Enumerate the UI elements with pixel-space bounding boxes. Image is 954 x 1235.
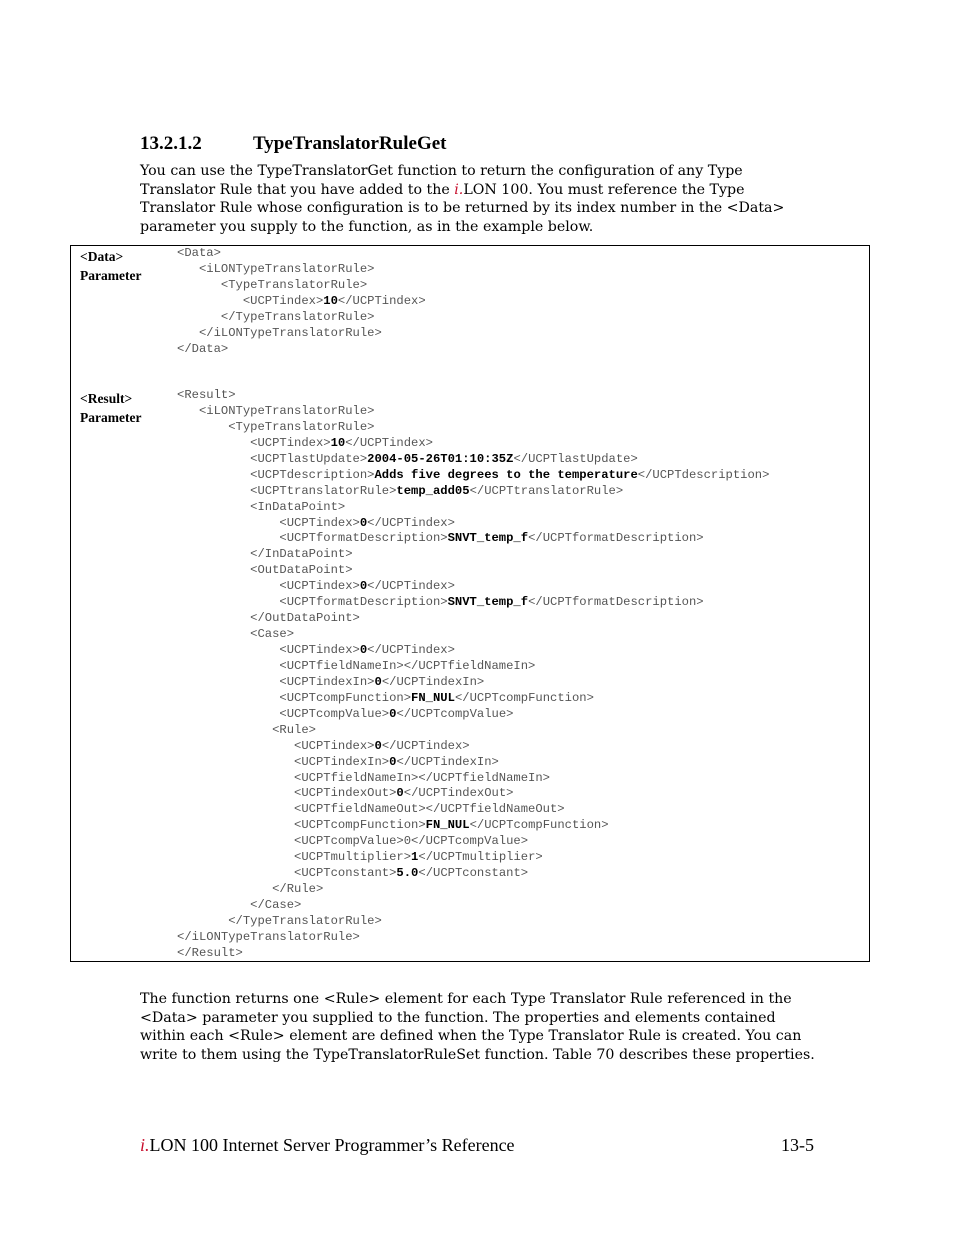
result-code-line <box>177 930 360 944</box>
result-code-line <box>177 611 360 625</box>
result-code-line <box>177 946 243 960</box>
xml-closing-tag: </UCPTdescription> <box>637 467 770 482</box>
xml-closing-tag: </UCPTindex> <box>367 579 455 594</box>
xml-tag: </OutDataPoint> <box>177 611 360 626</box>
outro-line: write to them using the TypeTranslatorRuleSet function. Table 70 describes these properties. <box>140 1046 815 1063</box>
xml-tag: <Rule> <box>177 722 316 737</box>
result-code-line <box>177 579 455 593</box>
xml-tag: <OutDataPoint> <box>177 563 353 578</box>
section-title: TypeTranslatorRuleGet <box>253 133 447 154</box>
xml-tag: <Result> <box>177 388 236 402</box>
outro-paragraph <box>140 990 815 1064</box>
result-code-line <box>177 739 470 753</box>
data-code-line <box>177 278 367 292</box>
result-code-line <box>177 452 638 466</box>
xml-tag: </TypeTranslatorRule> <box>177 309 375 324</box>
footer-brand-i: i. <box>140 1135 150 1155</box>
result-code-line <box>177 388 236 402</box>
result-code-line <box>177 563 353 577</box>
footer-title <box>140 1135 515 1156</box>
result-code-line <box>177 786 513 800</box>
result-code-line <box>177 516 455 530</box>
xml-tag: </Result> <box>177 945 243 960</box>
intro-line: parameter you supply to the function, as in the example below. <box>140 218 594 235</box>
xml-tag: <UCPTindex> <box>177 579 360 594</box>
xml-closing-tag: </UCPTmultiplier> <box>418 850 543 865</box>
xml-tag: <UCPTformatDescription> <box>177 531 448 546</box>
xml-value: Adds five degrees to the temperature <box>374 467 638 482</box>
result-parameter-code <box>177 388 769 962</box>
xml-value: 2004-05-26T01:10:35Z <box>367 451 514 466</box>
xml-closing-tag: </UCPTindex> <box>337 293 426 308</box>
result-code-line <box>177 707 513 721</box>
xml-tag: <Data> <box>177 246 221 260</box>
xml-tag: <UCPTindexIn> <box>177 674 375 689</box>
data-parameter-label: <Data> Parameter <box>80 249 142 283</box>
xml-tag: <UCPTconstant> <box>177 866 397 881</box>
xml-value: 1 <box>411 850 419 865</box>
xml-tag: <TypeTranslatorRule> <box>177 419 375 434</box>
xml-value: SNVT_temp_f <box>447 595 529 610</box>
xml-value: SNVT_temp_f <box>447 531 529 546</box>
xml-closing-tag: </UCPTindexIn> <box>381 674 485 689</box>
outro-line: within each <Rule> element are defined when the Type Translator Rule is created. You can <box>140 1028 802 1045</box>
xml-value: 0 <box>389 754 397 769</box>
intro-line: You can use the TypeTranslatorGet function to return the configuration of any Type <box>140 163 743 179</box>
xml-tag: </Case> <box>177 898 302 912</box>
result-code-line <box>177 531 704 545</box>
result-code-line <box>177 882 323 896</box>
result-code-line <box>177 691 594 705</box>
data-code-line <box>177 326 382 340</box>
result-code-line <box>177 850 543 864</box>
data-parameter-code <box>177 246 426 358</box>
result-code-line <box>177 484 623 498</box>
xml-value: 10 <box>323 293 338 308</box>
xml-closing-tag: </UCPTformatDescription> <box>528 531 704 546</box>
result-code-line <box>177 818 609 832</box>
result-code-line <box>177 834 528 848</box>
xml-tag: </Data> <box>177 341 229 356</box>
xml-tag: <UCPTindex> <box>177 515 360 530</box>
example-table <box>70 245 870 962</box>
xml-tag: <UCPTindex> <box>177 293 324 308</box>
xml-closing-tag: </UCPTindexIn> <box>396 754 499 769</box>
xml-tag: <InDataPoint> <box>177 499 346 514</box>
result-code-line <box>177 866 528 880</box>
data-code-line <box>177 310 374 324</box>
intro-paragraph <box>140 162 784 236</box>
xml-value: 0 <box>359 579 368 594</box>
xml-closing-tag: </UCPTcompValue> <box>396 706 514 721</box>
result-code-line <box>177 659 535 673</box>
xml-closing-tag: </UCPTindex> <box>381 738 470 753</box>
xml-tag: <UCPTcompValue>0</UCPTcompValue> <box>177 834 529 849</box>
data-code-line <box>177 342 228 356</box>
result-code-line <box>177 771 550 785</box>
xml-tag: <UCPTfieldNameOut></UCPTfieldNameOut> <box>177 802 565 817</box>
outro-line: The function returns one <Rule> element for each Type Translator Rule referenced in the <box>140 991 792 1007</box>
data-code-line <box>177 246 221 260</box>
result-code-line <box>177 914 382 928</box>
xml-closing-tag: </UCPTcompFunction> <box>454 690 594 705</box>
xml-closing-tag: </UCPTcompFunction> <box>469 818 609 833</box>
data-code-line <box>177 294 426 308</box>
xml-tag: <UCPTindex> <box>177 738 375 753</box>
xml-value: temp_add05 <box>396 483 470 498</box>
xml-value: 0 <box>359 643 368 657</box>
xml-tag: <UCPTfieldNameIn></UCPTfieldNameIn> <box>177 770 550 785</box>
xml-tag: <UCPTindexOut> <box>177 786 397 801</box>
xml-value: 10 <box>330 435 346 450</box>
result-code-line <box>177 420 374 434</box>
outro-line: <Data> parameter you supplied to the function. The properties and elements contained <box>140 1009 776 1026</box>
xml-tag: <UCPTindex> <box>177 643 360 657</box>
xml-tag: <UCPTcompFunction> <box>177 818 426 833</box>
result-code-line <box>177 500 345 514</box>
xml-tag: <UCPTformatDescription> <box>177 595 448 610</box>
xml-value: FN_NUL <box>411 690 455 705</box>
intro-line-suffix: LON 100. You must reference the Type <box>463 181 745 198</box>
xml-tag: <UCPTindex> <box>177 435 331 450</box>
intro-line-prefix: Translator Rule that you have added to the <box>140 181 455 198</box>
xml-closing-tag: </UCPTformatDescription> <box>528 595 704 610</box>
xml-tag: <iLONTypeTranslatorRule> <box>177 261 375 276</box>
section-heading <box>140 133 447 155</box>
xml-tag: <iLONTypeTranslatorRule> <box>177 403 375 418</box>
xml-closing-tag: </UCPTlastUpdate> <box>513 451 638 466</box>
xml-tag: <UCPTtranslatorRule> <box>177 483 397 498</box>
result-code-line <box>177 547 353 561</box>
xml-tag: <UCPTcompValue> <box>177 706 390 721</box>
xml-tag: <TypeTranslatorRule> <box>177 277 368 292</box>
xml-tag: </InDataPoint> <box>177 547 353 562</box>
intro-line: Translator Rule whose configuration is to be returned by its index number in the <Data> <box>140 200 785 217</box>
xml-closing-tag: </UCPTtranslatorRule> <box>469 483 624 498</box>
footer-title-text: LON 100 Internet Server Programmer’s Reference <box>149 1135 515 1155</box>
xml-value: 0 <box>359 515 368 530</box>
xml-tag: <UCPTlastUpdate> <box>177 451 368 466</box>
page-number: 13-5 <box>781 1135 814 1155</box>
xml-tag: <Case> <box>177 627 295 642</box>
xml-value: 5.0 <box>396 866 419 881</box>
result-code-line <box>177 675 484 689</box>
result-parameter-label: <Result> Parameter <box>80 391 142 425</box>
brand-i-prefix: i. <box>454 181 464 198</box>
xml-tag: <UCPTfieldNameIn></UCPTfieldNameIn> <box>177 658 536 673</box>
xml-value: 0 <box>374 738 382 753</box>
xml-tag: <UCPTdescription> <box>177 467 375 482</box>
xml-tag: <UCPTcompFunction> <box>177 690 412 705</box>
result-code-line <box>177 627 294 641</box>
xml-closing-tag: </UCPTindex> <box>345 435 433 450</box>
xml-closing-tag: </UCPTconstant> <box>418 866 529 881</box>
data-code-line <box>177 262 374 276</box>
xml-value: 0 <box>389 706 397 721</box>
xml-tag: <UCPTmultiplier> <box>177 850 412 865</box>
result-code-line <box>177 755 499 769</box>
xml-value: FN_NUL <box>425 818 470 833</box>
xml-closing-tag: </UCPTindex> <box>367 643 455 657</box>
xml-tag: <UCPTindexIn> <box>177 754 390 769</box>
result-code-line <box>177 643 455 657</box>
result-code-line <box>177 468 769 482</box>
result-code-line <box>177 802 565 816</box>
xml-tag: </iLONTypeTranslatorRule> <box>177 325 382 340</box>
result-code-line <box>177 723 316 737</box>
xml-value: 0 <box>374 674 382 689</box>
result-code-line <box>177 595 704 609</box>
result-code-line <box>177 404 374 418</box>
xml-tag: </TypeTranslatorRule> <box>177 913 382 928</box>
xml-closing-tag: </UCPTindex> <box>367 515 455 530</box>
result-code-line <box>177 436 433 450</box>
result-code-line <box>177 898 301 912</box>
xml-value: 0 <box>396 786 404 801</box>
section-number: 13.2.1.2 <box>140 133 202 154</box>
xml-tag: </iLONTypeTranslatorRule> <box>177 929 360 944</box>
xml-closing-tag: </UCPTindexOut> <box>403 786 514 801</box>
xml-tag: </Rule> <box>177 882 324 897</box>
